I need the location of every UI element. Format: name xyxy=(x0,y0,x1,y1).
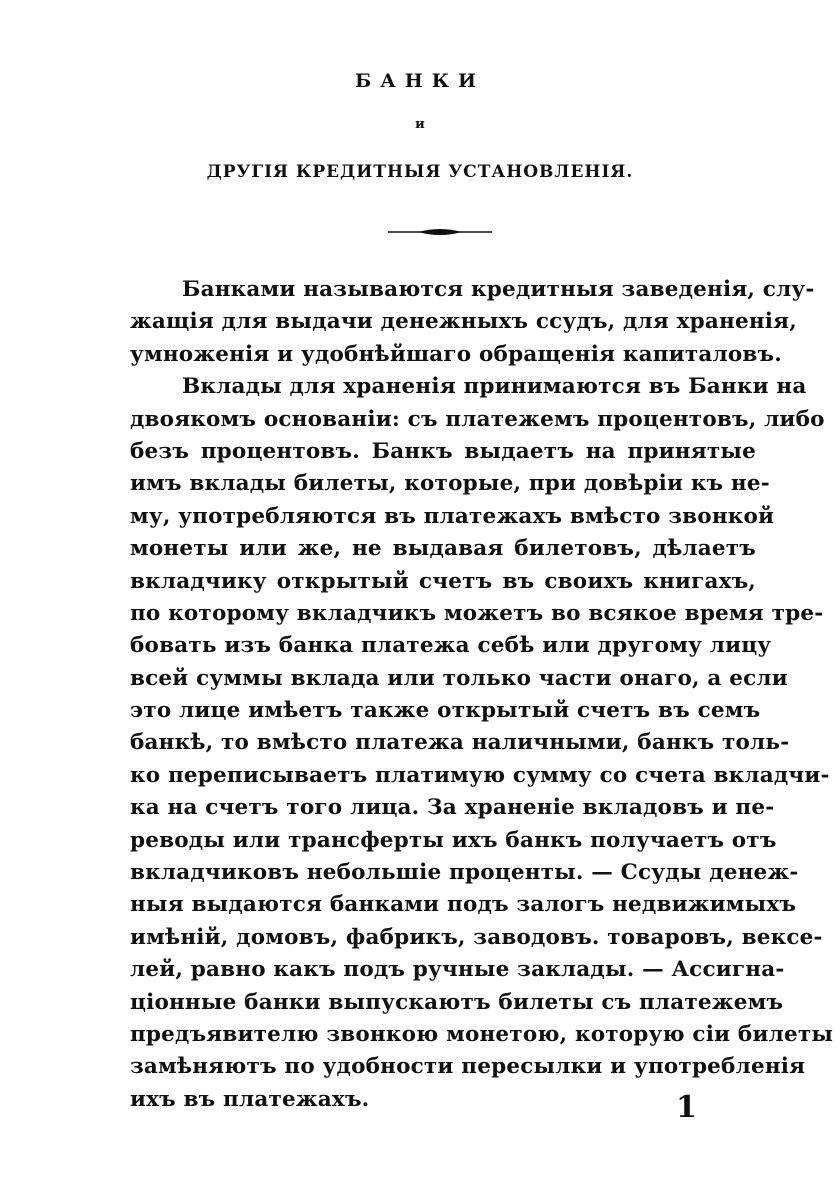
text-line: Банками называются кредитныя заведенія, слу- xyxy=(182,277,815,302)
text-line: монеты или же, не выдавая билетовъ, дѣлаетъ xyxy=(130,536,756,562)
text-line: му, употребляются въ платежахъ вмѣсто звонкой xyxy=(130,503,775,529)
text-line: предъявителю звонкою монетою, которую сіи билеты xyxy=(130,1021,834,1047)
text-line: по которому вкладчикъ можетъ во всякое время тре- xyxy=(130,600,824,626)
text-line: замѣняютъ по удобности пересылки и употребленія xyxy=(130,1054,806,1080)
text-line: ко переписываетъ платимую сумму со счета вкладчи- xyxy=(130,762,830,788)
text-line: банкѣ, то вмѣсто платежа наличными, банкъ толь- xyxy=(130,730,790,756)
text-line: ныя выдаются банками подъ залогъ недвижимыхъ xyxy=(130,892,797,918)
text-line: всей суммы вклада или только части онаго, а если xyxy=(130,665,788,691)
text-line: вкладчику открытый счетъ въ своихъ книгахъ, xyxy=(130,568,756,594)
text-line: ціонные банки выпускаютъ билеты съ платежемъ xyxy=(130,989,784,1015)
body-text xyxy=(130,274,834,1116)
text-line: ихъ въ платежахъ. xyxy=(130,1086,370,1112)
text-line: двоякомъ основаніи: съ платежемъ процентовъ, либо xyxy=(130,406,825,432)
text-line: безъ процентовъ. Банкъ выдаетъ на принятые xyxy=(130,438,756,464)
ornament-divider-icon xyxy=(388,222,492,242)
text-line: бовать изъ банка платежа себѣ или другому лицу xyxy=(130,633,772,659)
text-line: ка на счетъ того лица. За храненіе вкладовъ и пе- xyxy=(130,795,775,821)
text-line: вкладчиковъ небольшіе проценты. — Ссуды денеж- xyxy=(130,860,799,886)
page-number: 1 xyxy=(676,1090,697,1125)
text-line: Вклады для храненія принимаются въ Банки на xyxy=(182,374,807,400)
page-title: БАНКИ xyxy=(355,70,485,92)
text-line: это лице имѣетъ также открытый счетъ въ семъ xyxy=(130,698,761,724)
text-line: реводы или трансферты ихъ банкъ получаетъ отъ xyxy=(130,827,777,853)
text-line: лей, равно какъ подъ ручные заклады. — Ассигна- xyxy=(130,957,785,983)
text-line: имъ вклады билеты, которые, при довѣріи къ не- xyxy=(130,471,770,497)
page-subtitle: ДРУГІЯ КРЕДИТНЫЯ УСТАНОВЛЕНІЯ. xyxy=(206,162,634,182)
text-line: имѣній, домовъ, фабрикъ, заводовъ. товаровъ, вексе- xyxy=(130,924,823,950)
text-line: жащія для выдачи денежныхъ ссудъ, для храненія, xyxy=(130,309,797,335)
title-conjunction: и xyxy=(415,117,425,132)
text-line: умноженія и удобнѣйшаго обращенія капиталовъ. xyxy=(130,341,782,367)
